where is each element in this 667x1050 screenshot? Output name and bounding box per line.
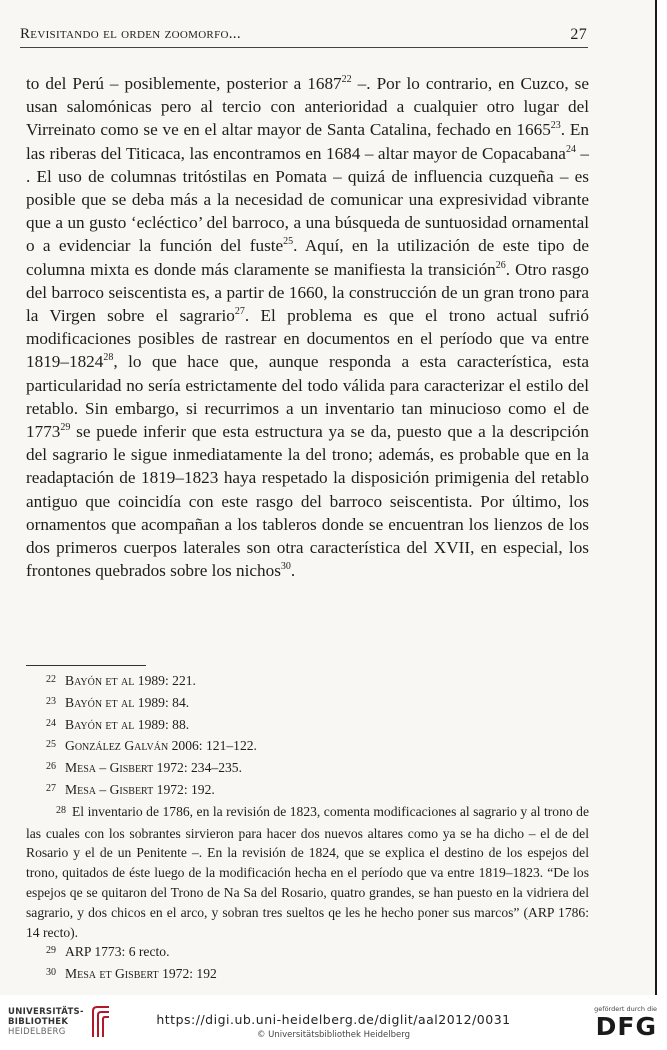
text-segment: to del Perú – posiblemente, posterior a 1687: [26, 74, 342, 93]
footnote-ref-text: 1972: 234–235.: [153, 760, 242, 776]
footnote-ref[interactable]: 23: [550, 120, 561, 132]
footnote-26: [26, 758, 589, 780]
footnote-rule: [26, 665, 146, 666]
footnote-25: [26, 736, 589, 758]
text-segment: . En las riberas del Titicaca, las encontramos en 1684 – altar mayor de Copacabana: [26, 120, 589, 163]
footnote-ref[interactable]: 28: [103, 352, 114, 364]
footnote-number: 25: [46, 739, 56, 751]
footnotes: [26, 671, 589, 986]
text-segment: se puede inferir que esta estructura ya se da, puesto que a la descripción del sagrario le sigue inmediatamente la del trono; además, es probable que en la readaptación de 1819–1823 haya respetado la disposición primigenia del retablo antiguo que coincidía con este rasgo del barroco seiscentista. Por último, los ornamentos que acompañan a los tableros donde se encuentran los lienzos de los dos primeros cuerpos laterales son otra característica del XVII, en especial, los frontones quebrados sobre los nichos: [26, 422, 589, 581]
footnote-ref-text: 1972: 192: [158, 966, 217, 982]
footnote-text: El inventario de 1786, en la revisión de 1823, comenta modificaciones al sagrario y al trono de las cuales con los sobrantes sirvieron para hacer dos nuevos altares como ya se ha dicho – el de del Rosario y el de un Penitente –. En la revisión de 1824, que se explica el destino de los espejos del trono, quitados de éste luego de la modificación hecha en el período que va entre 1819–1823. “De los espejos qe se quitaron del Trono de Na Sa del Rosario, quatro grandes, se han puesto en la vidriera del sagrario, y dos chicos en el arco, y sobran tres sueltos qe les he hecho poner sus marcos” (ARP 1786: 14 recto).: [26, 803, 589, 940]
text-segment: .: [290, 561, 296, 581]
footnote-ref-text: 1989: 221.: [134, 673, 196, 688]
footnote-number: 30: [46, 967, 56, 979]
footnote-author: Bayón et al: [65, 694, 135, 710]
footnote-23: [26, 693, 589, 715]
footnote-ref[interactable]: 22: [341, 74, 352, 85]
body-text: [26, 72, 589, 582]
footnote-24: [26, 715, 589, 737]
footnote-ref-text: 1989: 84.: [134, 694, 190, 710]
dfg-funding[interactable]: gefördert durch die DFG: [594, 1005, 657, 1041]
text-segment: . Otro rasgo del barroco seiscentista es, a partir de 1660, la construcción de un gran trono para la Virgen sobre el sagrario: [26, 259, 590, 326]
footnote-author: Bayón et al: [65, 673, 135, 688]
footnote-ref-text: 2006: 121–122.: [168, 738, 257, 754]
footnote-number: 28: [56, 804, 66, 816]
footnote-author: Bayón et al: [65, 716, 135, 732]
footnote-ref[interactable]: 24: [565, 143, 576, 155]
footnote-number: 29: [46, 945, 56, 957]
header-rule: [20, 47, 588, 48]
footnote-number: 23: [46, 695, 56, 707]
main-paragraph: [26, 72, 589, 582]
permalink-url[interactable]: https://digi.ub.uni-heidelberg.de/diglit/aal2012/0031: [156, 1012, 511, 1027]
library-name: UNIVERSITÄTS- BIBLIOTHEK HEIDELBERG: [8, 1007, 84, 1037]
footnote-22: [26, 671, 589, 693]
footnote-number: 22: [46, 674, 56, 685]
footnote-30: [26, 964, 589, 986]
footnote-number: 27: [46, 782, 56, 794]
text-segment: – . El uso de columnas tritóstilas en Pomata – quizá de influencia cuzqueña – es posible que se deba más a la necesidad de comunicar una expresividad vibrante que a un gusto ‘ecléctico’ del barroco, a una búsqueda de suntuosidad ornamental o a evidenciar la función del fuste: [26, 143, 589, 256]
copyright-notice: © Universitätsbibliothek Heidelberg: [256, 1030, 410, 1040]
text-segment: –. Por lo contrario, en Cuzco, se usan salomónicas pero al tercio con anterioridad a cualquier otro lugar del Virreinato como se ve en el altar mayor de Santa Catalina, fechado en 1665: [26, 74, 589, 140]
footnote-ref[interactable]: 26: [495, 259, 506, 271]
footnote-ref-text: 1989: 88.: [134, 716, 190, 732]
footnote-ref-text: 1972: 192.: [153, 781, 215, 797]
dfg-logo: DFG: [595, 1012, 657, 1041]
viewer-footer: [0, 995, 667, 1050]
page-number: 27: [570, 26, 587, 43]
footnote-28: [26, 802, 589, 943]
footnote-author: Mesa et Gisbert: [65, 966, 159, 982]
text-segment: . Aquí, en la utilización de este tipo de columna mixta es donde más claramente se manifiesta la transición: [26, 236, 590, 279]
footnote-29: [26, 942, 589, 964]
running-head: [20, 26, 587, 43]
footnote-ref[interactable]: 27: [234, 306, 245, 318]
footnote-author: González Galván: [65, 738, 169, 754]
footnote-ref[interactable]: 29: [60, 422, 71, 434]
text-segment: . El problema es que el trono actual sufrió modificaciones posibles de rastrear en documentos en el período que va entre 1819–1824: [26, 306, 589, 372]
footnote-number: 26: [46, 761, 56, 773]
footnote-number: 24: [46, 717, 56, 729]
footnote-ref[interactable]: 25: [283, 236, 294, 248]
footnote-27: [26, 780, 589, 802]
footnote-author: Mesa – Gisbert: [65, 781, 154, 797]
footnote-ref-text: ARP 1773: 6 recto.: [65, 944, 170, 960]
text-segment: , lo que hace que, aunque responda a esta característica, esta particularidad no sería estrictamente del todo válida para caracterizar el estilo del retablo. Sin embargo, si recurrimos a un inventario tan minucioso como el de 1773: [26, 352, 589, 442]
footnote-ref[interactable]: 30: [280, 561, 291, 573]
footnote-author: Mesa – Gisbert: [65, 760, 154, 776]
running-title: Revisitando el orden zoomorfo...: [20, 26, 241, 42]
